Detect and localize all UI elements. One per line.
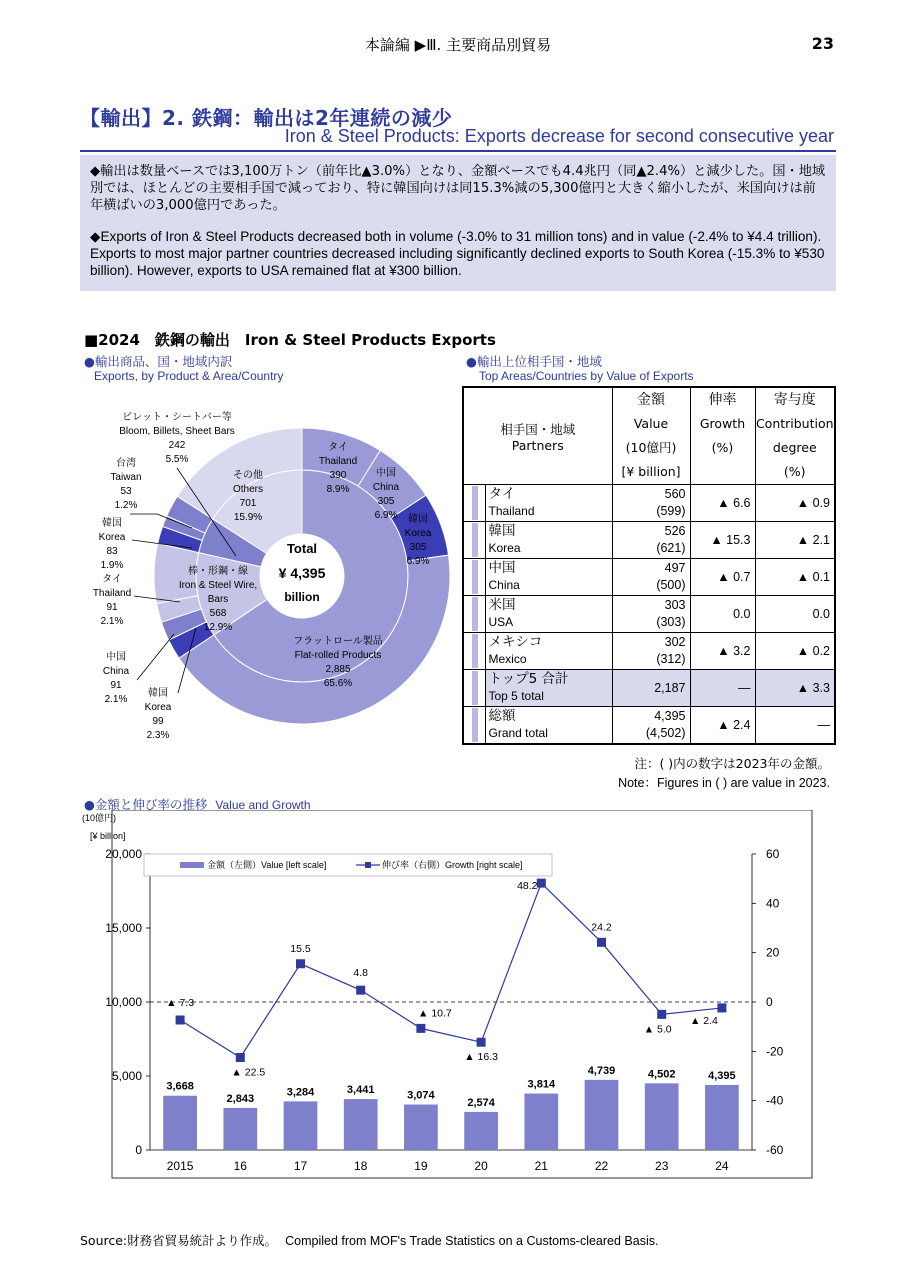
- x-tick-label: 20: [474, 1159, 488, 1173]
- y2-tick-label: 60: [766, 847, 780, 861]
- left-unit-jp: (10億円): [82, 813, 117, 823]
- svg-text:フラットロール製品: フラットロール製品: [293, 636, 383, 647]
- svg-text:305: 305: [377, 496, 395, 507]
- donut-center-value: ¥ 4,395: [278, 565, 326, 581]
- partner-name-cell: 米国 USA: [485, 596, 612, 633]
- table-note-en: Note：Figures in ( ) are value in 2023.: [618, 776, 830, 790]
- svg-text:中国: 中国: [376, 468, 396, 479]
- label-china-bars: [103, 650, 130, 705]
- donut-center-total: Total: [286, 541, 318, 556]
- svg-text:台湾: 台湾: [116, 458, 136, 469]
- svg-text:Iron & Steel Wire,: Iron & Steel Wire,: [178, 580, 258, 591]
- growth-point: [236, 1053, 245, 1062]
- chart-legend: [144, 854, 552, 876]
- svg-text:390: 390: [329, 470, 347, 481]
- title-en: Iron & Steel Products: Exports decrease for second consecutive year: [284, 126, 834, 146]
- x-tick-label: 24: [715, 1159, 729, 1173]
- right-subtitle-jp: ●輸出上位相手国・地域: [466, 354, 602, 369]
- growth-point: [597, 938, 606, 947]
- table-note-jp: 注：( )内の数字は2023年の金額。: [634, 756, 830, 771]
- partner-name-cell: 中国 China: [485, 559, 612, 596]
- svg-text:その他: その他: [233, 470, 263, 481]
- svg-text:Bloom, Billets, Sheet Bars: Bloom, Billets, Sheet Bars: [119, 426, 235, 437]
- x-tick-label: 22: [594, 1159, 609, 1173]
- value-cell: 4,395 (4,502): [612, 707, 690, 744]
- svg-text:568: 568: [209, 608, 227, 619]
- x-tick-label: 17: [293, 1159, 308, 1173]
- svg-text:ビレット・シートバー等: ビレット・シートバー等: [122, 412, 232, 423]
- bar-label: 4,502: [647, 1068, 676, 1081]
- svg-text:12.9%: 12.9%: [203, 622, 233, 633]
- right-subtitle-en: Top Areas/Countries by Value of Exports: [479, 369, 694, 383]
- left-subtitle-jp: ●輸出商品、国・地域内訳: [84, 354, 233, 369]
- col-header-contribution: 寄与度 Contribution degree (%): [755, 387, 835, 485]
- summary-en: ◆Exports of Iron & Steel Products decreased both in volume (-3.0% to 31 million tons) and in value (-2.4% to ¥4.4 trillion). Exports to most major partner countries decreased including significantly declined exports to South Korea (-15.3% to ¥530 billion). However, exports to USA remained flat at ¥300 billion.: [90, 229, 825, 278]
- partner-name-cell: トップ5 合計 Top 5 total: [485, 670, 612, 707]
- svg-text:韓国: 韓国: [408, 514, 428, 525]
- growth-label: 48.2: [517, 880, 538, 893]
- table-row: [463, 633, 835, 670]
- svg-text:2.1%: 2.1%: [100, 616, 124, 627]
- svg-text:棒・形鋼・線: 棒・形鋼・線: [188, 566, 248, 577]
- svg-text:99: 99: [152, 716, 164, 727]
- svg-text:2.1%: 2.1%: [104, 694, 128, 705]
- label-korea-billets: [99, 516, 126, 571]
- table-row-top5: [463, 670, 835, 707]
- left-unit-en: [¥ billion]: [90, 831, 126, 841]
- svg-text:Others: Others: [232, 484, 264, 495]
- growth-cell: ▲ 2.4: [690, 707, 755, 744]
- svg-text:15.9%: 15.9%: [233, 512, 263, 523]
- section-heading: ■2024 鉄鋼の輸出 Iron & Steel Products Exports: [84, 331, 496, 349]
- label-thailand-bars: [93, 573, 131, 627]
- svg-text:韓国: 韓国: [148, 688, 168, 699]
- contribution-cell: 0.0: [755, 596, 835, 633]
- svg-text:Flat-rolled Products: Flat-rolled Products: [294, 650, 382, 661]
- svg-text:Bars: Bars: [207, 594, 229, 605]
- growth-label: ▲ 10.7: [418, 1007, 452, 1020]
- growth-label: ▲ 22.5: [231, 1066, 266, 1079]
- partner-name-cell: 総額 Grand total: [485, 707, 612, 744]
- table-row: [463, 485, 835, 522]
- col-header-growth: 伸率 Growth (%): [690, 387, 755, 485]
- bar-label: 3,284: [286, 1086, 315, 1099]
- legend-line-label: 伸び率（右側）Growth [right scale]: [382, 860, 523, 870]
- contribution-cell: ▲ 3.3: [755, 670, 835, 707]
- x-tick-label: 16: [233, 1159, 247, 1173]
- value-cell: 497 (500): [612, 559, 690, 596]
- svg-text:China: China: [102, 666, 130, 677]
- bar-2015: [163, 1096, 197, 1150]
- source-note: Source:財務省貿易統計より作成。 Compiled from MOF's Trade Statistics on a Customs-cleared Basis.: [80, 1233, 659, 1248]
- growth-cell: ▲ 0.7: [690, 559, 755, 596]
- bar-16: [223, 1108, 257, 1150]
- contribution-cell: ▲ 0.2: [755, 633, 835, 670]
- growth-point: [176, 1016, 185, 1025]
- x-tick-label: 21: [534, 1159, 548, 1173]
- contribution-cell: ▲ 2.1: [755, 522, 835, 559]
- svg-text:タイ: タイ: [102, 574, 122, 585]
- bar-label: 4,739: [587, 1064, 616, 1077]
- svg-text:5.5%: 5.5%: [165, 454, 189, 465]
- y2-tick-label: 40: [766, 896, 780, 911]
- growth-cell: ▲ 15.3: [690, 522, 755, 559]
- donut-center-unit: billion: [284, 590, 320, 604]
- growth-point: [657, 1010, 666, 1019]
- growth-point: [537, 879, 546, 888]
- svg-text:701: 701: [239, 498, 257, 509]
- growth-label: ▲ 7.3: [166, 997, 195, 1010]
- svg-text:65.6%: 65.6%: [323, 678, 353, 689]
- growth-point: [717, 1003, 726, 1012]
- bar-23: [645, 1083, 679, 1150]
- table-row: [463, 559, 835, 596]
- growth-point: [416, 1024, 425, 1033]
- x-tick-label: 23: [655, 1159, 669, 1173]
- bar-label: 3,814: [527, 1078, 556, 1091]
- growth-line: [180, 883, 722, 1057]
- y-tick-label: 15,000: [105, 921, 142, 935]
- value-cell: 303 (303): [612, 596, 690, 633]
- svg-text:Korea: Korea: [98, 532, 126, 543]
- x-tick-label: 18: [354, 1159, 368, 1173]
- y-tick-label: 20,000: [105, 847, 142, 861]
- svg-text:83: 83: [106, 546, 118, 557]
- table-row: [463, 522, 835, 559]
- value-growth-chart: [80, 810, 836, 1182]
- x-tick-label: 19: [414, 1159, 428, 1173]
- growth-label: 4.8: [353, 967, 369, 980]
- growth-cell: ▲ 3.2: [690, 633, 755, 670]
- svg-text:305: 305: [409, 542, 427, 553]
- running-header: 本論編 ▶Ⅲ. 主要商品別貿易: [364, 36, 552, 54]
- y2-tick-label: 0: [766, 995, 773, 1009]
- svg-text:Thailand: Thailand: [92, 588, 132, 599]
- page-number: 23: [811, 34, 834, 53]
- growth-cell: ―: [690, 670, 755, 707]
- title-divider: [80, 150, 836, 152]
- y2-tick-label: -40: [766, 1093, 784, 1108]
- bar-18: [344, 1099, 378, 1150]
- growth-point: [356, 986, 365, 995]
- bar-24: [705, 1085, 739, 1150]
- chart-subtitle: ●金額と伸び率の推移 Value and Growth: [84, 797, 311, 812]
- summary-jp: ◆輸出は数量ベースでは3,100万トン（前年比▲3.0%）となり、金額ベースでも4.4兆円（同▲2.4%）と減少した。国・地域別では、ほとんどの主要相手国で減っており、特に韓国向けは同15.3%減の5,300億円と大きく縮小したが、米国向けは前年横ばいの3,000億円であった。: [90, 164, 826, 213]
- svg-text:China: China: [372, 482, 400, 493]
- label-taiwan-billets: [110, 456, 141, 511]
- bar-label: 2,574: [467, 1096, 495, 1109]
- svg-text:8.9%: 8.9%: [326, 484, 350, 495]
- bar-20: [464, 1112, 498, 1150]
- svg-text:Thailand: Thailand: [318, 456, 358, 467]
- svg-text:91: 91: [106, 602, 118, 613]
- contribution-cell: ▲ 0.9: [755, 485, 835, 522]
- bar-label: 3,074: [407, 1089, 435, 1102]
- value-cell: 2,187: [612, 670, 690, 707]
- bar-label: 3,668: [166, 1080, 194, 1093]
- y2-tick-label: -20: [766, 1044, 784, 1059]
- svg-text:韓国: 韓国: [102, 518, 122, 529]
- growth-label: ▲ 16.3: [464, 1051, 498, 1064]
- growth-cell: ▲ 6.6: [690, 485, 755, 522]
- label-korea-bars: [145, 686, 172, 741]
- svg-text:Korea: Korea: [144, 702, 172, 713]
- value-cell: 526 (621): [612, 522, 690, 559]
- svg-text:91: 91: [110, 680, 122, 691]
- bar-22: [585, 1080, 619, 1150]
- table-row: [463, 596, 835, 633]
- growth-label: ▲ 5.0: [643, 1023, 672, 1036]
- svg-text:6.9%: 6.9%: [374, 510, 398, 521]
- bar-17: [284, 1101, 318, 1150]
- y-tick-label: 10,000: [105, 995, 142, 1009]
- value-cell: 560 (599): [612, 485, 690, 522]
- legend-bar-swatch: [180, 862, 204, 868]
- growth-label: ▲ 2.4: [689, 1014, 718, 1027]
- table-row-total: [463, 707, 835, 744]
- x-tick-label: 2015: [166, 1159, 194, 1173]
- svg-text:2,885: 2,885: [325, 664, 351, 675]
- y-tick-label: 0: [135, 1143, 142, 1157]
- bar-21: [524, 1094, 558, 1150]
- y-tick-label: 5,000: [111, 1069, 142, 1083]
- svg-text:6.9%: 6.9%: [406, 556, 430, 567]
- bar-19: [404, 1105, 438, 1150]
- svg-text:242: 242: [168, 440, 186, 451]
- svg-text:2.3%: 2.3%: [146, 730, 170, 741]
- y2-tick-label: -60: [766, 1143, 784, 1157]
- growth-label: 15.5: [290, 942, 311, 955]
- contribution-cell: ▲ 0.1: [755, 559, 835, 596]
- summary-box: [80, 155, 836, 291]
- bar-label: 3,441: [346, 1084, 375, 1097]
- svg-text:タイ: タイ: [328, 442, 348, 453]
- growth-label: 24.2: [591, 921, 612, 934]
- partner-name-cell: 韓国 Korea: [485, 522, 612, 559]
- bar-label: 2,843: [226, 1092, 255, 1105]
- top-partners-table: [462, 386, 836, 745]
- svg-text:53: 53: [120, 486, 132, 497]
- svg-text:Taiwan: Taiwan: [110, 472, 142, 483]
- partner-name-cell: メキシコ Mexico: [485, 633, 612, 670]
- bar-label: 4,395: [708, 1069, 736, 1082]
- svg-text:1.2%: 1.2%: [114, 500, 138, 511]
- legend-bar-label: 金額（左側）Value [left scale]: [207, 860, 327, 870]
- contribution-cell: ―: [755, 707, 835, 744]
- svg-text:中国: 中国: [106, 652, 126, 663]
- growth-point: [477, 1038, 486, 1047]
- partner-name-cell: タイ Thailand: [485, 485, 612, 522]
- left-subtitle-en: Exports, by Product & Area/Country: [94, 369, 284, 383]
- col-header-partners: 相手国・地域 Partners: [463, 387, 612, 485]
- y2-tick-label: 20: [766, 945, 780, 960]
- title-jp: 【輸出】2. 鉄鋼：輸出は2年連続の減少: [80, 106, 453, 130]
- value-cell: 302 (312): [612, 633, 690, 670]
- svg-text:1.9%: 1.9%: [100, 560, 124, 571]
- growth-point: [296, 959, 305, 968]
- growth-cell: 0.0: [690, 596, 755, 633]
- exports-donut-chart: [82, 388, 460, 750]
- svg-text:Korea: Korea: [404, 528, 432, 539]
- col-header-value: 金額 Value (10億円) [¥ billion]: [612, 387, 690, 485]
